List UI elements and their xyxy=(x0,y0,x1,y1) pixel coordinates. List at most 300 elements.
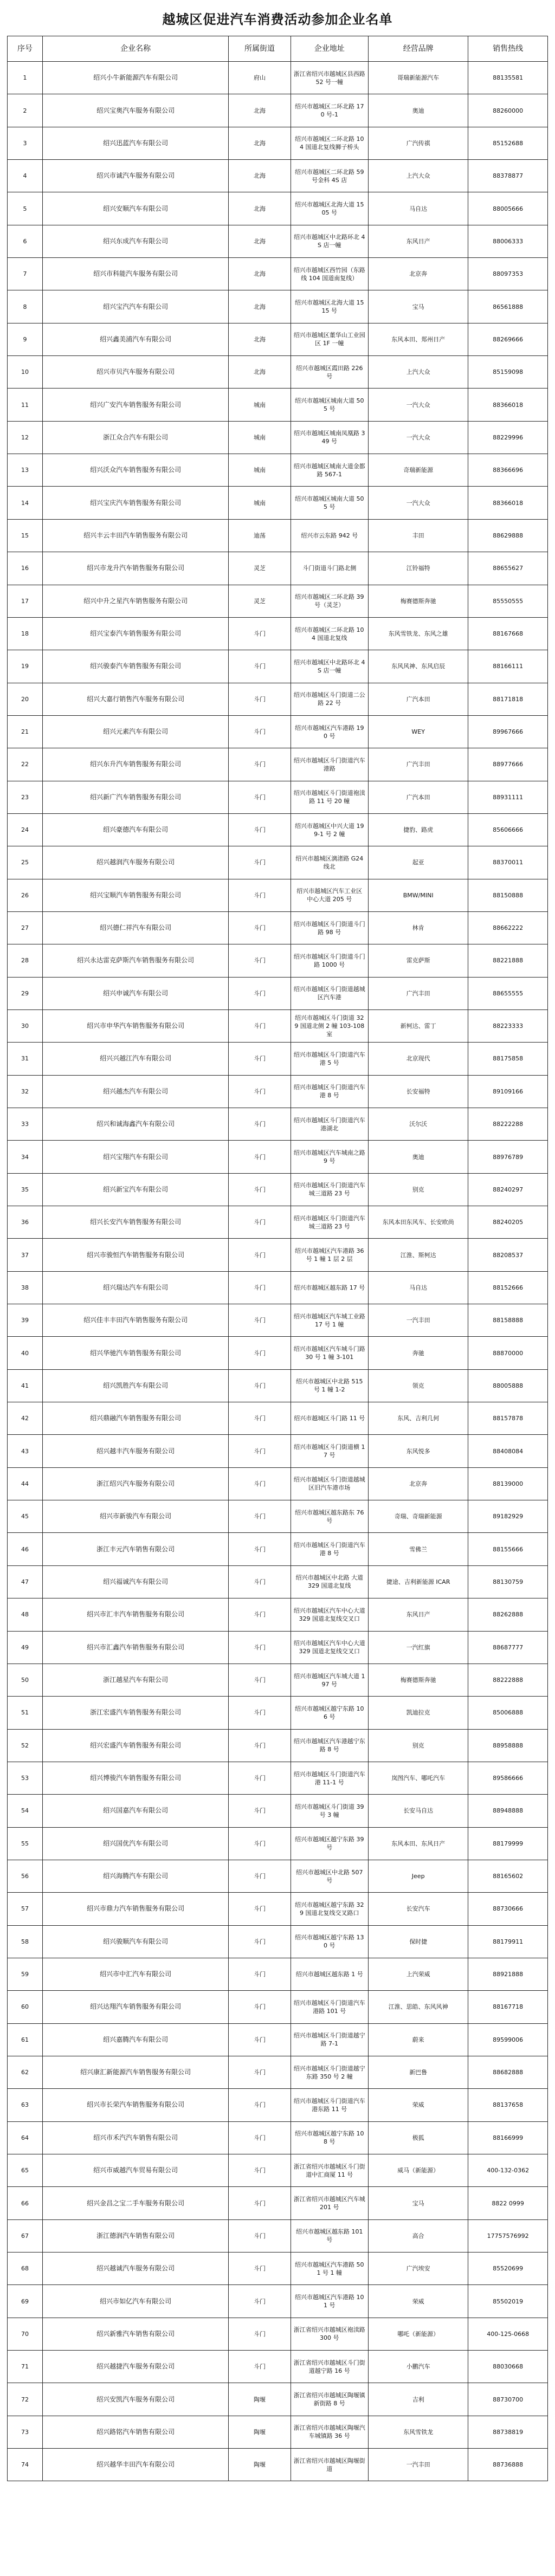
table-row xyxy=(8,2383,548,2416)
cell-brand: 奥迪 xyxy=(369,94,468,127)
cell-no: 57 xyxy=(8,1893,43,1925)
cell-brand: 江铃福特 xyxy=(369,552,468,585)
cell-company-name: 绍兴博骏汽车销售服务有限公司 xyxy=(42,1762,229,1794)
cell-street: 斗门 xyxy=(229,813,291,846)
cell-no: 48 xyxy=(8,1598,43,1631)
cell-address: 浙江省绍兴市越城区陶堰汽车城镇路 36 号 xyxy=(291,2416,368,2448)
table-header xyxy=(8,36,548,62)
cell-phone: 89182929 xyxy=(468,1500,548,1533)
cell-company-name: 浙江丰元汽车销售有限公司 xyxy=(42,1533,229,1565)
cell-no: 1 xyxy=(8,62,43,94)
cell-company-name: 绍兴市中汇汽车有限公司 xyxy=(42,1958,229,1990)
cell-street: 城南 xyxy=(229,487,291,519)
cell-company-name: 绍兴市新骏汽车有限公司 xyxy=(42,1500,229,1533)
cell-street: 斗门 xyxy=(229,1467,291,1500)
table-row xyxy=(8,781,548,813)
cell-address: 绍兴市越城区汽车港路 190 号 xyxy=(291,715,368,748)
cell-phone: 88179911 xyxy=(468,1925,548,1958)
column-header-address: 企业地址 xyxy=(291,36,368,62)
cell-brand: 梅赛德斯奔驰 xyxy=(369,585,468,617)
cell-no: 37 xyxy=(8,1239,43,1271)
cell-brand: 马自达 xyxy=(369,192,468,225)
cell-brand: 新柯达、雷丁 xyxy=(369,1009,468,1042)
cell-street: 斗门 xyxy=(229,1958,291,1990)
cell-no: 66 xyxy=(8,2187,43,2219)
cell-brand: 东风本田、郑州日产 xyxy=(369,323,468,355)
table-row xyxy=(8,2023,548,2056)
cell-phone: 88736888 xyxy=(468,2449,548,2481)
cell-street: 北海 xyxy=(229,323,291,355)
cell-brand: 沃尔沃 xyxy=(369,1108,468,1141)
cell-company-name: 浙江绍兴汽车服务有限公司 xyxy=(42,1467,229,1500)
cell-no: 59 xyxy=(8,1958,43,1990)
table-row xyxy=(8,1860,548,1892)
cell-phone: 88931111 xyxy=(468,781,548,813)
cell-street: 灵芝 xyxy=(229,552,291,585)
cell-address: 绍兴市越城区汽车城南之路 9 号 xyxy=(291,1141,368,1173)
cell-phone: 88366696 xyxy=(468,454,548,487)
cell-phone: 88150888 xyxy=(468,879,548,911)
table-row xyxy=(8,2089,548,2121)
cell-street: 斗门 xyxy=(229,617,291,650)
cell-address: 绍兴市越城区越宁东路 329 国道北复线交叉路口 xyxy=(291,1893,368,1925)
cell-brand: WEY xyxy=(369,715,468,748)
cell-address: 绍兴市越城区董华山工业园区 1F 一幢 xyxy=(291,323,368,355)
cell-brand: 东风日产 xyxy=(369,225,468,257)
cell-address: 绍兴市越城区西竹园（东路线 104 国道南复线） xyxy=(291,258,368,290)
cell-brand: 小鹏汽车 xyxy=(369,2351,468,2383)
cell-phone: 88139000 xyxy=(468,1467,548,1500)
cell-street: 斗门 xyxy=(229,1827,291,1860)
cell-no: 65 xyxy=(8,2154,43,2187)
cell-street: 府山 xyxy=(229,62,291,94)
cell-no: 11 xyxy=(8,389,43,421)
enterprise-table xyxy=(7,36,548,2481)
cell-brand: 雷克萨斯 xyxy=(369,944,468,977)
cell-company-name: 浙江德润汽车销售有限公司 xyxy=(42,2219,229,2252)
cell-address: 绍兴市越城区斗门街道汽车港湖北 xyxy=(291,1108,368,1141)
table-row xyxy=(8,2285,548,2318)
cell-phone: 88655627 xyxy=(468,552,548,585)
cell-company-name: 绍兴路铭汽车销售有限公司 xyxy=(42,2416,229,2448)
cell-address: 绍兴市云东路 942 号 xyxy=(291,519,368,552)
cell-street: 斗门 xyxy=(229,1697,291,1729)
cell-street: 斗门 xyxy=(229,879,291,911)
cell-street: 北海 xyxy=(229,225,291,257)
cell-phone: 85502019 xyxy=(468,2285,548,2318)
cell-phone: 88921888 xyxy=(468,1958,548,1990)
cell-street: 斗门 xyxy=(229,1565,291,1598)
cell-company-name: 绍兴康汇新能源汽车销售服务有限公司 xyxy=(42,2056,229,2088)
cell-street: 斗门 xyxy=(229,1500,291,1533)
cell-phone: 88662222 xyxy=(468,911,548,944)
cell-address: 绍兴市越城区中兴大道 199-1 号 2 幢 xyxy=(291,813,368,846)
cell-street: 斗门 xyxy=(229,944,291,977)
cell-phone: 88730700 xyxy=(468,2383,548,2416)
cell-no: 43 xyxy=(8,1435,43,1467)
cell-address: 绍兴市越城区中北路环北 4S 店一幢 xyxy=(291,650,368,683)
table-row xyxy=(8,2416,548,2448)
cell-brand: 领克 xyxy=(369,1369,468,1402)
cell-company-name: 绍兴兴越江汽车有限公司 xyxy=(42,1043,229,1075)
table-row xyxy=(8,290,548,323)
cell-company-name: 绍兴长安汽车销售服务有限公司 xyxy=(42,1206,229,1239)
cell-address: 绍兴市越城区越宁东路 130 号 xyxy=(291,1925,368,1958)
table-row xyxy=(8,1598,548,1631)
table-row xyxy=(8,2154,548,2187)
cell-no: 35 xyxy=(8,1173,43,1206)
cell-street: 斗门 xyxy=(229,1893,291,1925)
cell-company-name: 绍兴元素汽车有限公司 xyxy=(42,715,229,748)
cell-street: 斗门 xyxy=(229,1108,291,1141)
cell-street: 斗门 xyxy=(229,977,291,1009)
cell-no: 39 xyxy=(8,1304,43,1337)
cell-street: 斗门 xyxy=(229,1795,291,1827)
cell-company-name: 绍兴沃众汽车销售服务有限公司 xyxy=(42,454,229,487)
cell-no: 62 xyxy=(8,2056,43,2088)
table-row xyxy=(8,1631,548,1664)
cell-phone: 85006888 xyxy=(468,1697,548,1729)
cell-brand: 哪吒（新能源） xyxy=(369,2318,468,2350)
table-row xyxy=(8,1141,548,1173)
cell-no: 61 xyxy=(8,2023,43,2056)
table-row xyxy=(8,552,548,585)
cell-brand: 别克 xyxy=(369,1729,468,1762)
cell-no: 28 xyxy=(8,944,43,977)
cell-company-name: 绍兴国嘉汽车有限公司 xyxy=(42,1795,229,1827)
cell-company-name: 绍兴永达雷克萨斯汽车销售服务有限公司 xyxy=(42,944,229,977)
cell-phone: 88370011 xyxy=(468,846,548,879)
cell-company-name: 绍兴宝汽汽车有限公司 xyxy=(42,290,229,323)
cell-company-name: 绍兴金昌之宝二手车服务有限公司 xyxy=(42,2187,229,2219)
cell-no: 26 xyxy=(8,879,43,911)
cell-phone: 88260000 xyxy=(468,94,548,127)
cell-street: 斗门 xyxy=(229,846,291,879)
cell-address: 绍兴市越城区斗门街道斗门路 1000 号 xyxy=(291,944,368,977)
cell-brand: 一汽红旗 xyxy=(369,1631,468,1664)
cell-no: 30 xyxy=(8,1009,43,1042)
table-row xyxy=(8,1435,548,1467)
cell-phone: 88175858 xyxy=(468,1043,548,1075)
cell-company-name: 绍兴华驰汽车销售服务有限公司 xyxy=(42,1337,229,1369)
column-header-name: 企业名称 xyxy=(42,36,229,62)
cell-address: 绍兴市越城区二环北路 59 号金科 4S 店 xyxy=(291,160,368,192)
cell-no: 70 xyxy=(8,2318,43,2350)
page-title: 越城区促进汽车消费活动参加企业名单 xyxy=(162,11,393,27)
cell-brand: 林肯 xyxy=(369,911,468,944)
cell-company-name: 绍兴新广汽车销售服务有限公司 xyxy=(42,781,229,813)
table-row xyxy=(8,617,548,650)
cell-no: 31 xyxy=(8,1043,43,1075)
cell-no: 20 xyxy=(8,683,43,715)
cell-street: 斗门 xyxy=(229,1075,291,1108)
cell-no: 73 xyxy=(8,2416,43,2448)
cell-brand: Jeep xyxy=(369,1860,468,1892)
cell-no: 21 xyxy=(8,715,43,748)
cell-address: 绍兴市越城区城南大道金都路 567-1 xyxy=(291,454,368,487)
cell-no: 33 xyxy=(8,1108,43,1141)
cell-no: 23 xyxy=(8,781,43,813)
cell-company-name: 绍兴广安汽车销售服务有限公司 xyxy=(42,389,229,421)
cell-no: 8 xyxy=(8,290,43,323)
cell-company-name: 绍兴市禾汽汽车销售有限公司 xyxy=(42,2121,229,2154)
cell-address: 绍兴市越城区斗门街道 329 国道北侧 2 幢 103-108 室 xyxy=(291,1009,368,1042)
cell-street: 斗门 xyxy=(229,1925,291,1958)
cell-brand: 东风悦多 xyxy=(369,1435,468,1467)
cell-no: 15 xyxy=(8,519,43,552)
cell-no: 27 xyxy=(8,911,43,944)
cell-phone: 88222888 xyxy=(468,1664,548,1696)
cell-phone: 88408084 xyxy=(468,1435,548,1467)
cell-phone: 17757576992 xyxy=(468,2219,548,2252)
cell-brand: 北京奔 xyxy=(369,258,468,290)
cell-phone: 88135581 xyxy=(468,62,548,94)
cell-address: 斗门街道斗门路北侧 xyxy=(291,552,368,585)
cell-phone: 85606666 xyxy=(468,813,548,846)
table-row xyxy=(8,1239,548,1271)
cell-company-name: 绍兴市科能汽车服务有限公司 xyxy=(42,258,229,290)
table-row xyxy=(8,1958,548,1990)
cell-company-name: 绍兴鼎融汽车销售服务有限公司 xyxy=(42,1402,229,1435)
cell-no: 47 xyxy=(8,1565,43,1598)
table-body xyxy=(8,62,548,2481)
cell-street: 斗门 xyxy=(229,2187,291,2219)
cell-brand: 一汽大众 xyxy=(369,421,468,454)
cell-no: 41 xyxy=(8,1369,43,1402)
cell-phone: 400-132-0362 xyxy=(468,2154,548,2187)
cell-address: 浙江省绍兴市越城区陶堰镇新街路 8 号 xyxy=(291,2383,368,2416)
cell-company-name: 绍兴迅蓝汽车有限公司 xyxy=(42,127,229,159)
cell-brand: 捷豹、路虎 xyxy=(369,813,468,846)
cell-company-name: 绍兴宝奥汽车服务有限公司 xyxy=(42,94,229,127)
table-row xyxy=(8,94,548,127)
cell-phone: 88221888 xyxy=(468,944,548,977)
column-header-no: 序号 xyxy=(8,36,43,62)
cell-brand: 广汽丰田 xyxy=(369,748,468,781)
cell-company-name: 绍兴佳丰丰田汽车销售服务有限公司 xyxy=(42,1304,229,1337)
cell-brand: 起亚 xyxy=(369,846,468,879)
cell-company-name: 绍兴市汇丰汽车销售服务有限公司 xyxy=(42,1598,229,1631)
cell-no: 60 xyxy=(8,1991,43,2023)
table-row xyxy=(8,2253,548,2285)
cell-brand: 保时捷 xyxy=(369,1925,468,1958)
cell-phone: 88240297 xyxy=(468,1173,548,1206)
cell-company-name: 绍兴瑞达汽车有限公司 xyxy=(42,1271,229,1304)
cell-brand: 荣威 xyxy=(369,2089,468,2121)
cell-company-name: 绍兴宏盛汽车销售服务有限公司 xyxy=(42,1729,229,1762)
column-header-street: 所属街道 xyxy=(229,36,291,62)
cell-address: 绍兴市越城区汽车港路 101 号 xyxy=(291,2285,368,2318)
cell-address: 绍兴市越城区越宁东路 108 号 xyxy=(291,2121,368,2154)
cell-address: 绍兴市越城区二环北路 170 号-1 xyxy=(291,94,368,127)
cell-company-name: 绍兴越丰汽车服务有限公司 xyxy=(42,1435,229,1467)
cell-no: 3 xyxy=(8,127,43,159)
table-row xyxy=(8,1762,548,1794)
cell-no: 46 xyxy=(8,1533,43,1565)
cell-address: 浙江省绍兴市越城区县西路 52 号一幢 xyxy=(291,62,368,94)
cell-company-name: 绍兴市骏恒汽车销售服务有限公司 xyxy=(42,1239,229,1271)
cell-phone: 88948888 xyxy=(468,1795,548,1827)
table-row xyxy=(8,1795,548,1827)
cell-no: 53 xyxy=(8,1762,43,1794)
cell-street: 斗门 xyxy=(229,1239,291,1271)
table-row xyxy=(8,977,548,1009)
cell-address: 绍兴市越城区汽车工业区 中心大道 205 号 xyxy=(291,879,368,911)
cell-address: 绍兴市越城区斗门街道越宁东路 350 号 2 幢 xyxy=(291,2056,368,2088)
cell-phone: 88006333 xyxy=(468,225,548,257)
cell-street: 斗门 xyxy=(229,1991,291,2023)
table-row xyxy=(8,650,548,683)
cell-no: 56 xyxy=(8,1860,43,1892)
cell-company-name: 绍兴越润汽车服务有限公司 xyxy=(42,846,229,879)
cell-street: 斗门 xyxy=(229,1664,291,1696)
cell-address: 绍兴市越城区二环北路 104 国道北复线 xyxy=(291,617,368,650)
cell-brand: 广汽埃安 xyxy=(369,2253,468,2285)
table-row xyxy=(8,1925,548,1958)
cell-address: 绍兴市越城区斗门街道汽车港 5 号 xyxy=(291,1043,368,1075)
cell-phone: 88208537 xyxy=(468,1239,548,1271)
cell-brand: 蔚来 xyxy=(369,2023,468,2056)
cell-address: 绍兴市越城区汽车港路 36 号 1 幢 1 层 2 层 xyxy=(291,1239,368,1271)
cell-street: 斗门 xyxy=(229,1533,291,1565)
table-row xyxy=(8,1369,548,1402)
cell-address: 绍兴市越城区斗门街道斗门路 98 号 xyxy=(291,911,368,944)
cell-company-name: 绍兴福诚汽车有限公司 xyxy=(42,1565,229,1598)
cell-address: 绍兴市越城区越东路东 76 号 xyxy=(291,1500,368,1533)
cell-phone: 88166111 xyxy=(468,650,548,683)
cell-brand: 极狐 xyxy=(369,2121,468,2154)
table-row xyxy=(8,323,548,355)
cell-street: 斗门 xyxy=(229,1598,291,1631)
cell-address: 绍兴市越城区霞田路 226 号 xyxy=(291,356,368,389)
cell-address: 绍兴市越城区越宁东路 39 号 xyxy=(291,1827,368,1860)
cell-address: 绍兴市越城区越东路 101 号 xyxy=(291,2219,368,2252)
table-row xyxy=(8,2056,548,2088)
cell-phone: 88223333 xyxy=(468,1009,548,1042)
cell-no: 74 xyxy=(8,2449,43,2481)
cell-company-name: 绍兴凯胜汽车有限公司 xyxy=(42,1369,229,1402)
cell-no: 29 xyxy=(8,977,43,1009)
cell-brand: 梅赛德斯奔驰 xyxy=(369,1664,468,1696)
cell-address: 绍兴市越城区越东路 17 号 xyxy=(291,1271,368,1304)
cell-street: 斗门 xyxy=(229,650,291,683)
cell-phone: 85159098 xyxy=(468,356,548,389)
cell-street: 斗门 xyxy=(229,1337,291,1369)
cell-address: 绍兴市越城区中北路环北 4S 店一幢 xyxy=(291,225,368,257)
cell-street: 斗门 xyxy=(229,2253,291,2285)
cell-address: 绍兴市越城区城南凤凰路 349 号 xyxy=(291,421,368,454)
cell-company-name: 浙江越星汽车有限公司 xyxy=(42,1664,229,1696)
table-row xyxy=(8,1893,548,1925)
cell-no: 16 xyxy=(8,552,43,585)
cell-company-name: 绍兴海腾汽车有限公司 xyxy=(42,1860,229,1892)
table-row xyxy=(8,1009,548,1042)
cell-phone: 85520699 xyxy=(468,2253,548,2285)
cell-brand: 一汽大众 xyxy=(369,487,468,519)
cell-company-name: 绍兴安顺汽车有限公司 xyxy=(42,192,229,225)
cell-address: 浙江省绍兴市越城区斗门街道越宁路 16 号 xyxy=(291,2351,368,2383)
cell-address: 绍兴市越城区斗门街道越宁路 7-1 xyxy=(291,2023,368,2056)
cell-address: 绍兴市越城区斗门街道汽车港东路 11 号 xyxy=(291,2089,368,2121)
cell-brand: 别克 xyxy=(369,1173,468,1206)
cell-brand: 长安福特 xyxy=(369,1075,468,1108)
cell-brand: 哥瑞新能源汽车 xyxy=(369,62,468,94)
table-row xyxy=(8,846,548,879)
cell-phone: 88166999 xyxy=(468,2121,548,2154)
table-row xyxy=(8,813,548,846)
cell-no: 55 xyxy=(8,1827,43,1860)
cell-brand: 广汽本田 xyxy=(369,683,468,715)
cell-phone: 85152688 xyxy=(468,127,548,159)
cell-street: 斗门 xyxy=(229,1141,291,1173)
cell-street: 斗门 xyxy=(229,2023,291,2056)
cell-address: 绍兴市越城区汽车中心大道 329 国道北复线交叉口 xyxy=(291,1598,368,1631)
cell-company-name: 绍兴市鼎力汽车销售服务有限公司 xyxy=(42,1893,229,1925)
cell-street: 斗门 xyxy=(229,1043,291,1075)
cell-phone: 400-125-0668 xyxy=(468,2318,548,2350)
cell-company-name: 绍兴市贝汽车服务有限公司 xyxy=(42,356,229,389)
cell-phone: 89109166 xyxy=(468,1075,548,1108)
table-row xyxy=(8,1827,548,1860)
cell-address: 绍兴市越城区汽车城大道 197 号 xyxy=(291,1664,368,1696)
cell-street: 斗门 xyxy=(229,2285,291,2318)
cell-no: 19 xyxy=(8,650,43,683)
cell-phone: 88158888 xyxy=(468,1304,548,1337)
cell-street: 斗门 xyxy=(229,2154,291,2187)
cell-address: 绍兴市越城区斗门街道横 17 号 xyxy=(291,1435,368,1467)
cell-company-name: 绍兴中升之星汽车销售服务有限公司 xyxy=(42,585,229,617)
cell-phone: 88976789 xyxy=(468,1141,548,1173)
table-row xyxy=(8,911,548,944)
cell-street: 斗门 xyxy=(229,1271,291,1304)
table-row xyxy=(8,585,548,617)
cell-no: 58 xyxy=(8,1925,43,1958)
cell-brand: 宝马 xyxy=(369,2187,468,2219)
cell-no: 45 xyxy=(8,1500,43,1533)
cell-street: 北海 xyxy=(229,127,291,159)
cell-street: 陶堰 xyxy=(229,2383,291,2416)
cell-street: 斗门 xyxy=(229,1729,291,1762)
cell-no: 12 xyxy=(8,421,43,454)
cell-company-name: 绍兴达翔汽车销售服务有限公司 xyxy=(42,1991,229,2023)
cell-street: 斗门 xyxy=(229,1402,291,1435)
cell-address: 绍兴市越城区汽车港越宁东路 8 号 xyxy=(291,1729,368,1762)
cell-address: 浙江省绍兴市越城区陶堰街道 xyxy=(291,2449,368,2481)
cell-brand: 一汽大众 xyxy=(369,389,468,421)
table-row xyxy=(8,127,548,159)
cell-brand: 东风雪铁龙、东风之雄 xyxy=(369,617,468,650)
cell-street: 斗门 xyxy=(229,2056,291,2088)
cell-company-name: 绍兴大嘉行销售汽车服务有限公司 xyxy=(42,683,229,715)
cell-brand: 东风本田东风车、长安欧尚 xyxy=(369,1206,468,1239)
cell-address: 绍兴市越城区中北路 大道 329 国道北复线 xyxy=(291,1565,368,1598)
cell-street: 北海 xyxy=(229,356,291,389)
cell-no: 7 xyxy=(8,258,43,290)
cell-street: 斗门 xyxy=(229,715,291,748)
header-row xyxy=(8,36,548,62)
cell-phone: 88171818 xyxy=(468,683,548,715)
cell-street: 斗门 xyxy=(229,1435,291,1467)
cell-brand: 岚图汽车、哪吒汽车 xyxy=(369,1762,468,1794)
table-row xyxy=(8,225,548,257)
table-row xyxy=(8,1337,548,1369)
table-row xyxy=(8,1043,548,1075)
cell-brand: 上汽荣威 xyxy=(369,1958,468,1990)
cell-no: 42 xyxy=(8,1402,43,1435)
table-row xyxy=(8,2121,548,2154)
cell-street: 斗门 xyxy=(229,2318,291,2350)
cell-company-name: 绍兴东成汽车有限公司 xyxy=(42,225,229,257)
